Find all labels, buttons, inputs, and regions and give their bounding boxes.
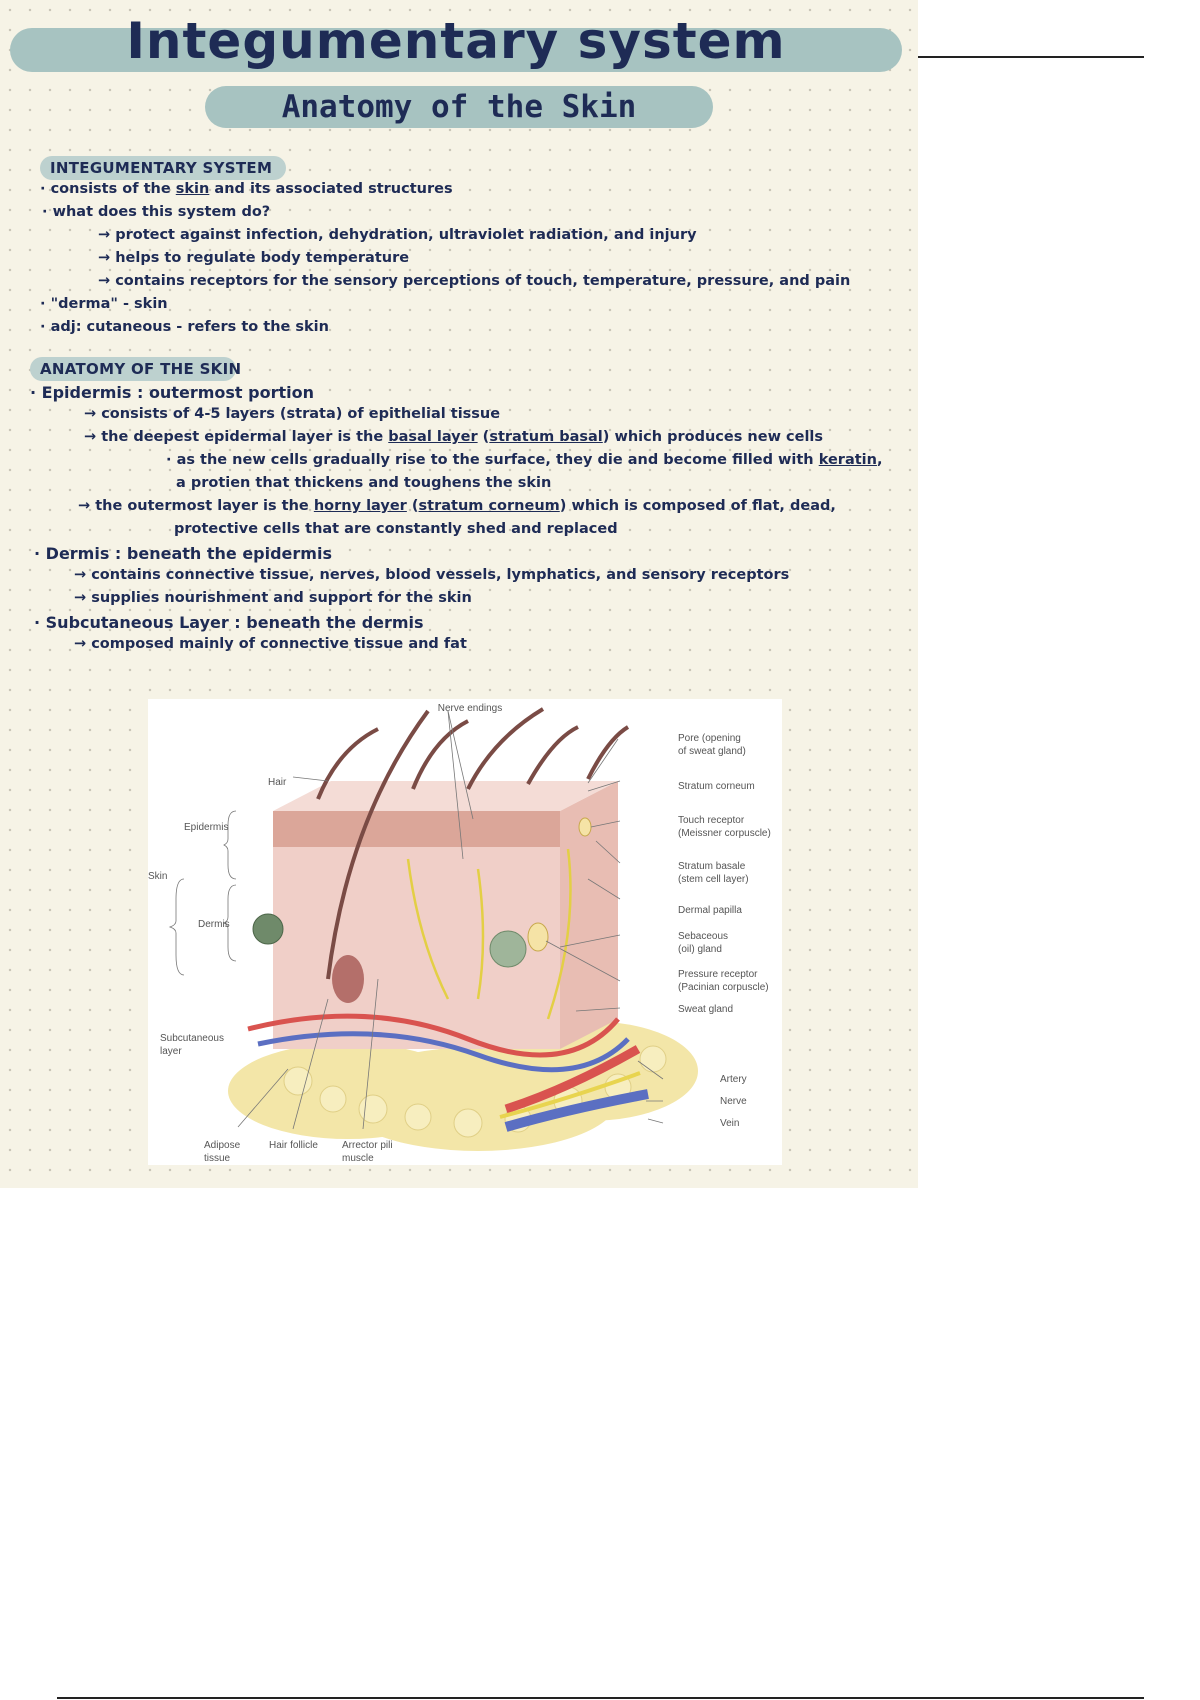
- section2-line: · Epidermis : outermost portion: [30, 383, 314, 402]
- label-hair-follicle: Hair follicle: [269, 1140, 318, 1151]
- section2-line: · as the new cells gradually rise to the surface, they die and become filled with keratin,: [166, 452, 883, 468]
- label-dermis: Dermis: [198, 919, 230, 930]
- section2-line: → supplies nourishment and support for the skin: [74, 590, 472, 606]
- page-subtitle: Anatomy of the Skin: [281, 89, 637, 125]
- section2-line: → consists of 4-5 layers (strata) of epithelial tissue: [84, 406, 501, 422]
- section2-line: protective cells that are constantly shed and replaced: [174, 521, 618, 537]
- label-dermal-papilla: Dermal papilla: [678, 905, 742, 916]
- page-title: Integumentary system: [126, 12, 786, 70]
- epidermis-layer: [273, 811, 560, 847]
- section2-line: → the outermost layer is the horny layer (stratum corneum) which is composed of flat, dead,: [78, 498, 836, 514]
- sweat-gland: [253, 914, 283, 944]
- label-arrector-pili: muscle: [342, 1153, 374, 1164]
- label-pressure-receptor: (Pacinian corpuscle): [678, 982, 769, 993]
- label-artery: Artery: [720, 1074, 747, 1085]
- label-adipose: Adipose: [204, 1140, 241, 1151]
- label-touch-receptor: Touch receptor: [678, 815, 745, 826]
- skin-anatomy-figure: [148, 699, 782, 1165]
- section2-line: a protien that thickens and toughens the skin: [176, 475, 552, 491]
- section1-line: · what does this system do?: [42, 204, 271, 220]
- section1-heading: INTEGUMENTARY SYSTEM: [50, 159, 273, 177]
- meissner-corpuscle: [579, 818, 591, 836]
- label-stratum-basale: Stratum basale: [678, 861, 746, 872]
- section2-line: → contains connective tissue, nerves, blood vessels, lymphatics, and sensory receptors: [74, 567, 790, 583]
- section2-heading: ANATOMY OF THE SKIN: [40, 360, 242, 378]
- label-sweat-gland: Sweat gland: [678, 1004, 734, 1015]
- label-skin: Skin: [148, 871, 168, 882]
- label-pore: of sweat gland): [678, 746, 746, 757]
- top-rule: [918, 56, 1144, 58]
- pacinian-corpuscle: [528, 923, 548, 951]
- label-subcutaneous: Subcutaneous: [160, 1033, 224, 1044]
- section2-line: → the deepest epidermal layer is the basal layer (stratum basal) which produces new cells: [84, 429, 824, 445]
- label-epidermis: Epidermis: [184, 822, 229, 833]
- section1-line: → contains receptors for the sensory perceptions of touch, temperature, pressure, and pain: [98, 273, 851, 289]
- skin-anatomy-diagram: [148, 699, 782, 1165]
- label-nerve: Nerve: [720, 1096, 747, 1107]
- label-nerve-endings: Nerve endings: [437, 703, 503, 714]
- hair-follicle: [332, 955, 364, 1003]
- label-vein: Vein: [720, 1118, 740, 1129]
- section2-line: · Subcutaneous Layer : beneath the dermis: [34, 613, 424, 632]
- label-arrector-pili: Arrector pili: [342, 1140, 393, 1151]
- label-touch-receptor: (Meissner corpuscle): [678, 828, 771, 839]
- label-stratum-basale: (stem cell layer): [678, 874, 749, 885]
- label-subcutaneous: layer: [160, 1046, 182, 1057]
- label-pore: Pore (opening: [678, 733, 741, 744]
- section1-line: → helps to regulate body temperature: [98, 250, 410, 266]
- section2-line: → composed mainly of connective tissue and fat: [74, 636, 467, 652]
- label-pressure-receptor: Pressure receptor: [678, 969, 758, 980]
- section1-line: → protect against infection, dehydration, ultraviolet radiation, and injury: [98, 227, 697, 243]
- section2-line: · Dermis : beneath the epidermis: [34, 544, 332, 563]
- label-adipose: tissue: [204, 1153, 231, 1164]
- label-stratum-corneum: Stratum corneum: [678, 781, 755, 792]
- label-sebaceous: (oil) gland: [678, 944, 722, 955]
- label-sebaceous: Sebaceous: [678, 931, 729, 942]
- bottom-rule: [57, 1697, 1144, 1699]
- section1-line: · consists of the skin and its associated structures: [40, 181, 453, 197]
- label-hair: Hair: [268, 777, 287, 788]
- section1-line: · "derma" - skin: [40, 296, 168, 312]
- sebaceous-gland: [490, 931, 526, 967]
- section1-line: · adj: cutaneous - refers to the skin: [40, 319, 329, 335]
